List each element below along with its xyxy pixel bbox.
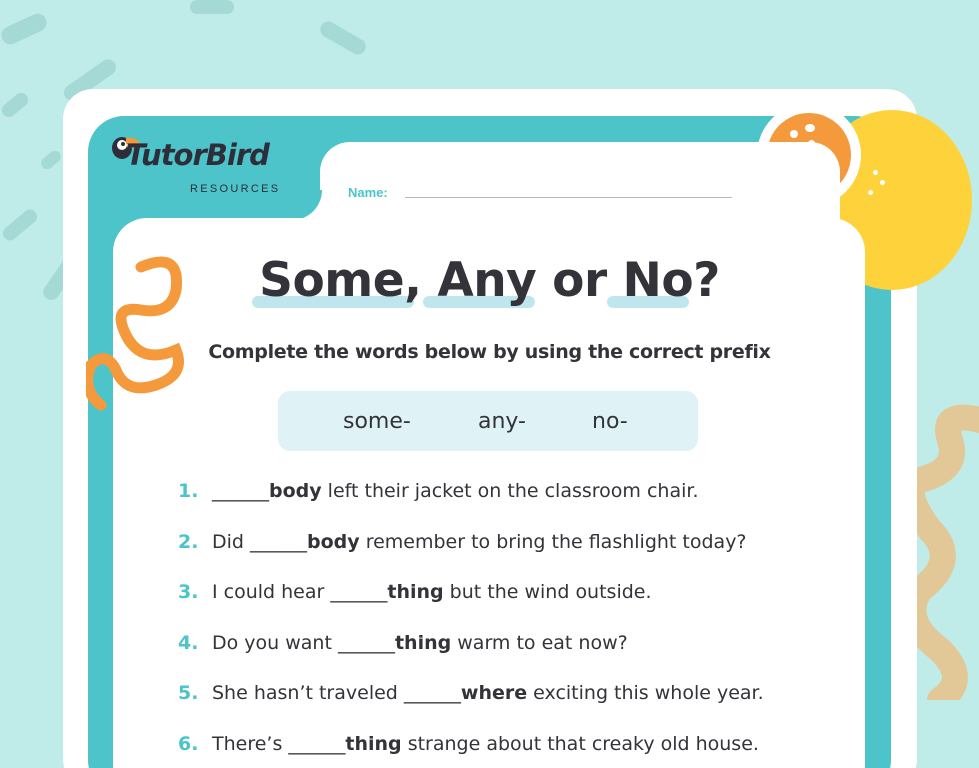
background-dash bbox=[317, 19, 368, 58]
answer-blank[interactable]: ______ bbox=[288, 733, 346, 755]
answer-blank[interactable]: ______ bbox=[403, 682, 461, 704]
instructions: Complete the words below by using the correct prefix bbox=[208, 341, 771, 363]
background-dash bbox=[190, 0, 234, 14]
brand-subtitle: RESOURCES bbox=[190, 183, 281, 195]
root-word: body bbox=[307, 531, 360, 553]
question-text: There’s bbox=[212, 733, 289, 755]
question-text: Did bbox=[212, 531, 251, 553]
background-dash bbox=[0, 207, 40, 243]
background-dash bbox=[0, 90, 31, 120]
question-number: 3. bbox=[178, 581, 199, 603]
name-label: Name: bbox=[348, 185, 388, 200]
question-number: 5. bbox=[178, 682, 199, 704]
brand-name: TutorBird bbox=[126, 138, 269, 172]
question-item bbox=[178, 682, 764, 712]
background-dash bbox=[0, 11, 50, 48]
dot-decoration bbox=[880, 180, 885, 185]
page-title: Some, Any or No? bbox=[259, 253, 720, 308]
question-text: She hasn’t traveled bbox=[212, 682, 404, 704]
prefix-option: any- bbox=[478, 409, 526, 434]
question-item bbox=[178, 632, 628, 662]
question-text: remember to bring the flashlight today? bbox=[359, 531, 747, 553]
background-dash bbox=[39, 148, 64, 171]
question-text: warm to eat now? bbox=[451, 632, 628, 654]
root-word: thing bbox=[345, 733, 402, 755]
question-text: I could hear bbox=[212, 581, 331, 603]
question-text: strange about that creaky old house. bbox=[401, 733, 759, 755]
question-number: 2. bbox=[178, 531, 199, 553]
answer-blank[interactable]: ______ bbox=[250, 531, 308, 553]
root-word: where bbox=[460, 682, 528, 704]
dot-decoration bbox=[868, 190, 873, 195]
question-number: 1. bbox=[178, 480, 199, 502]
prefix-option: some- bbox=[343, 409, 411, 434]
dot-decoration bbox=[805, 124, 815, 132]
question-item bbox=[178, 480, 698, 510]
question-text: but the wind outside. bbox=[443, 581, 652, 603]
question-number: 4. bbox=[178, 632, 199, 654]
question-item bbox=[178, 581, 652, 611]
dot-decoration bbox=[873, 170, 878, 175]
answer-blank[interactable]: ______ bbox=[330, 581, 388, 603]
tab-curve bbox=[290, 190, 322, 220]
dot-decoration bbox=[790, 130, 798, 138]
root-word: body bbox=[269, 480, 322, 502]
question-number: 6. bbox=[178, 733, 199, 755]
question-item bbox=[178, 733, 759, 763]
prefix-option: no- bbox=[592, 409, 628, 434]
question-item bbox=[178, 531, 747, 561]
root-word: thing bbox=[387, 581, 444, 603]
root-word: thing bbox=[394, 632, 452, 654]
name-input-line[interactable] bbox=[405, 197, 732, 198]
question-text: left their jacket on the classroom chair. bbox=[321, 480, 699, 502]
question-text: exciting this whole year. bbox=[527, 682, 764, 704]
question-text: Do you want bbox=[212, 632, 338, 654]
answer-blank[interactable]: ______ bbox=[212, 480, 269, 502]
answer-blank[interactable]: ______ bbox=[337, 632, 395, 654]
